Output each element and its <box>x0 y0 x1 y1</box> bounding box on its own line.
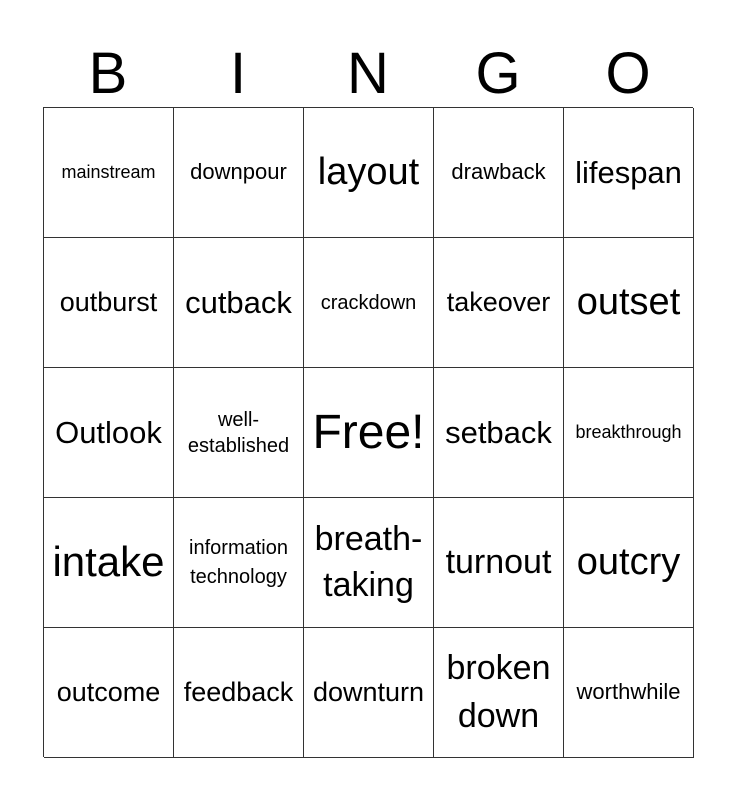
bingo-cell[interactable] <box>564 368 694 498</box>
bingo-cell[interactable] <box>304 108 434 238</box>
cell-word: intake <box>52 538 165 586</box>
bingo-cell[interactable] <box>434 628 564 758</box>
bingo-cell[interactable] <box>304 628 434 758</box>
bingo-cell[interactable] <box>564 628 694 758</box>
cell-word: outcome <box>56 676 161 707</box>
cell-word: drawback <box>451 159 546 185</box>
cell-word: outset <box>576 280 681 323</box>
bingo-cell[interactable] <box>564 108 694 238</box>
header-letter-g: G <box>475 41 521 106</box>
bingo-cell[interactable] <box>174 108 304 238</box>
cell-word: layout <box>317 150 420 193</box>
cell-word: setback <box>445 414 552 450</box>
cell-word: broken down <box>446 648 551 735</box>
bingo-cell[interactable] <box>44 238 174 368</box>
header-letter-b: B <box>88 41 128 106</box>
cell-word: worthwhile <box>576 679 681 705</box>
bingo-cell[interactable] <box>434 108 564 238</box>
cell-word: crackdown <box>320 291 417 314</box>
cell-word: turnout <box>445 542 552 581</box>
cell-word: lifespan <box>575 154 682 190</box>
cell-word: takeover <box>446 286 551 317</box>
cell-word: breath-taking <box>314 519 423 604</box>
cell-word: well-established <box>187 408 290 457</box>
bingo-cell[interactable] <box>174 368 304 498</box>
bingo-cell[interactable] <box>44 498 174 628</box>
bingo-header <box>43 40 693 108</box>
header-letter-n: N <box>347 41 389 106</box>
free-space-cell[interactable] <box>304 368 434 498</box>
bingo-cell[interactable] <box>304 498 434 628</box>
cell-word: Outlook <box>55 414 162 450</box>
cell-word: outburst <box>59 286 158 317</box>
cell-word: feedback <box>183 676 294 707</box>
bingo-cell[interactable] <box>434 238 564 368</box>
bingo-cell[interactable] <box>434 368 564 498</box>
bingo-cell[interactable] <box>174 238 304 368</box>
cell-word: mainstream <box>61 161 156 182</box>
bingo-cell[interactable] <box>434 498 564 628</box>
bingo-cell[interactable] <box>44 108 174 238</box>
bingo-board <box>43 107 693 757</box>
bingo-cell[interactable] <box>174 498 304 628</box>
bingo-cell[interactable] <box>304 238 434 368</box>
cell-word: information technology <box>189 536 288 588</box>
bingo-cell[interactable] <box>564 498 694 628</box>
free-space-label: Free! <box>312 405 425 459</box>
bingo-cell[interactable] <box>44 628 174 758</box>
bingo-cell[interactable] <box>44 368 174 498</box>
bingo-cell[interactable] <box>564 238 694 368</box>
cell-word: breakthrough <box>575 421 682 442</box>
header-letter-o: O <box>605 41 651 106</box>
cell-word: outcry <box>576 540 681 583</box>
cell-word: downpour <box>190 159 287 185</box>
header-letter-i: I <box>229 41 247 106</box>
cell-word: cutback <box>185 284 292 320</box>
bingo-cell[interactable] <box>174 628 304 758</box>
cell-word: downturn <box>312 676 425 707</box>
